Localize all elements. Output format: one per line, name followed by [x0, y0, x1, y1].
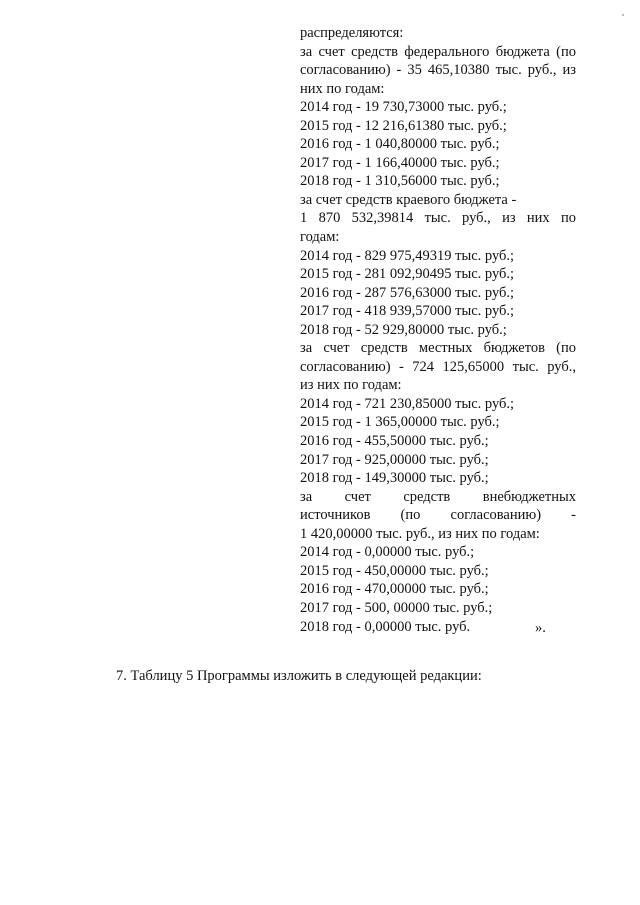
text-line: 1 870 532,39814 тыс. руб., из них по	[300, 210, 576, 227]
text-line: за счет средств внебюджетных	[300, 488, 576, 505]
section-heading: 7. Таблицу 5 Программы изложить в следующей редакции:	[116, 668, 482, 684]
text-line: 2017 год - 925,00000 тыс. руб.;	[300, 451, 489, 468]
text-line: 2014 год - 829 975,49319 тыс. руб.;	[300, 247, 515, 264]
text-line: 2014 год - 19 730,73000 тыс. руб.;	[300, 99, 507, 116]
text-line: из них по годам:	[300, 377, 402, 394]
scan-mark	[622, 14, 624, 16]
text-line: распределяются:	[300, 25, 404, 41]
text-line: 1 420,00000 тыс. руб., из них по годам:	[300, 525, 540, 542]
text-line: 2018 год - 1 310,56000 тыс. руб.;	[300, 173, 500, 190]
text-line: них по годам:	[300, 80, 385, 97]
text-line: 2016 год - 287 576,63000 тыс. руб.;	[300, 284, 515, 301]
text-line: за счет средств федерального бюджета (по	[300, 43, 576, 60]
text-line: за счет средств краевого бюджета -	[300, 191, 517, 208]
text-line: за счет средств местных бюджетов (по	[300, 340, 576, 357]
closing-quote: ».	[535, 620, 546, 636]
text-line: 2016 год - 470,00000 тыс. руб.;	[300, 581, 489, 598]
text-line: 2016 год - 1 040,80000 тыс. руб.;	[300, 136, 500, 153]
text-line: 2015 год - 450,00000 тыс. руб.;	[300, 562, 489, 579]
text-line: годам:	[300, 229, 340, 246]
text-line: 2016 год - 455,50000 тыс. руб.;	[300, 433, 489, 450]
text-line: 2014 год - 721 230,85000 тыс. руб.;	[300, 395, 515, 412]
text-line: 2015 год - 12 216,61380 тыс. руб.;	[300, 117, 507, 134]
text-line: 2015 год - 281 092,90495 тыс. руб.;	[300, 266, 515, 283]
text-line: источников (по согласованию) -	[300, 507, 576, 524]
text-line: 2015 год - 1 365,00000 тыс. руб.;	[300, 414, 500, 431]
text-line: 2017 год - 1 166,40000 тыс. руб.;	[300, 154, 500, 171]
text-line: 2018 год - 52 929,80000 тыс. руб.;	[300, 321, 507, 338]
text-line: согласованию) - 724 125,65000 тыс. руб.,	[300, 358, 576, 375]
text-line: 2018 год - 0,00000 тыс. руб.	[300, 618, 471, 635]
text-line: 2018 год - 149,30000 тыс. руб.;	[300, 470, 489, 487]
text-line: 2017 год - 418 939,57000 тыс. руб.;	[300, 303, 515, 320]
funding-distribution-column	[300, 24, 576, 636]
text-line: согласованию) - 35 465,10380 тыс. руб., из	[300, 62, 576, 79]
text-line: 2014 год - 0,00000 тыс. руб.;	[300, 544, 475, 561]
text-line: 2017 год - 500, 00000 тыс. руб.;	[300, 599, 493, 616]
